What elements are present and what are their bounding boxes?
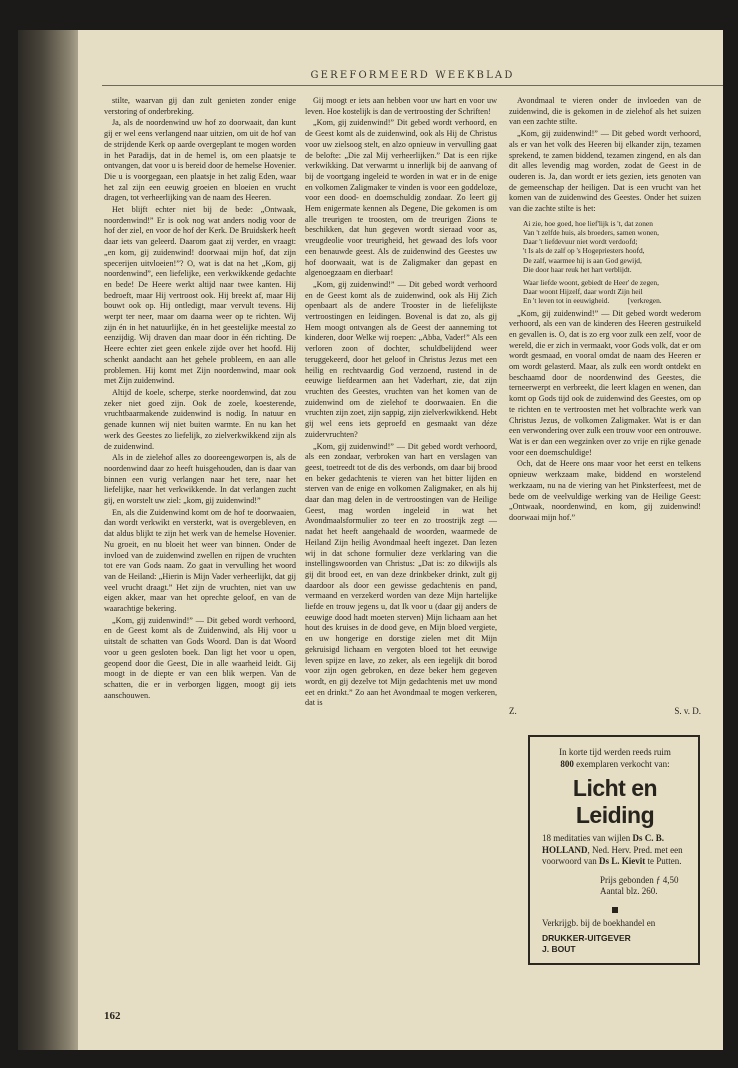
paragraph: „Kom, gij zuidenwind!” — Dit gebed wordt verhoord, als een zondaar, verbroken van hart en verslagen van geest, toetreedt tot de dis des verbonds, om daar bij brood en beker gedachtenis te vieren van het bitter lijden en sterven van de enige en volkomen Zaligmaker, en als hij daar dan mag delen in de vertroostingen van de Heilige Geest, mag worden ingeleid in wat het Avondmaalsformulier zo teer en zo troostrijk zegt — nadat het heeft aangehaald de woorden, waarmede de Heiland Zijn heilig Avondmaal heeft ingezet. Dan lezen wij in dat schone formulier deze verklaring van die instellingswoorden van Christus: „Dat is: zo dikwijls als gij dit brood eet, en van deze drinkbeker drinkt, zult gij daardoor als door een gewisse gedachtenis en pand, vermaand en verzekerd worden van deze Mijn hartelijke liefde en trouw jegens u, dat Ik voor u (daar gij anders de eeuwige dood hadt moeten sterven) Mijn lichaam aan het hout des kruises in de dood geve, en Mijn bloed vergiete, en uw hongerige en dorstige zielen met dit Mijn gekruisigd lichaam en vergoten bloed tot het eeuwige leven spijze en lave, zo zeker, als een iegelijk dit borod voor zijn ogen gebroken, en deze beker hem gegeven wordt, en gij dezelve tot Mijn gedachtenis met uw mond eet en drinkt.” Zo aan het Avondmaal te mogen verkeren, dat is: [305, 441, 497, 708]
ad-book-title: Licht en Leiding: [572, 775, 658, 828]
paragraph: „Kom, gij zuidenwind!” — Dit gebed wordt verhoord, en de Geest komt als de Zuidenwind, als Hij voor u uitstalt de schatten van Gods Woord. Dan is dat Woord voor u geen gesloten boek. Dan ligt het voor u open, geopend door die Geest, Die in alle waarheid leidt. Gij moogt in de diepte er van een blik werpen. Van de schatten, die er in verborgen liggen, moogt gij iets aanschouwen.: [104, 615, 296, 700]
ad-desc-1: 18 meditaties van wijlen: [542, 833, 631, 843]
poem-line: Ai zie, hoe goed, hoe lief'lijk is 't, dat zonen: [523, 218, 653, 228]
paragraph: „Kom, gij zuidenwind!” — Dit gebed wordt verhoord, als er van het volk des Heeren bij elkander zijn, tezamen sprekend, te zamen biddend, tezamen zingend, en als dan dit alles levendig mag worden, zodat de Geest in de ouderen is. Ja, dan wordt er iets gezien, iets genoten van de gemeenschap der heiligen. Dat is een vrucht van het komen van de zuidenwind des Geestes. Onder het suizen van die zachte stilte is het:: [509, 129, 701, 214]
ad-availability: Verkrijgb. bij de boekhandel en: [542, 917, 656, 928]
psalm-quote: [523, 219, 701, 306]
ad-pages: Aantal blz. 260.: [600, 886, 658, 896]
paragraph: „Kom, gij zuidenwind!” — Dit gebed wordt wederom verhoord, als een van de kinderen des Heeren gestruikeld en gevallen is. O, dat is zo erg voor zulk een zelf, voor de wereld, die er zich in vermaakt, voor Gods volk, dat er om wordt gesmaad, en vooral omdat de naam des Heeren er om wordt gelasterd. Maar, als zulk een wordt ontdekt en beschaamd door de noordenwind des Geestes, die terneerwerpt en verbreekt, die leert klagen en wenen, dan komt op Gods tijd ook de zuidenwind des Geestes, om op te richten en te vertroosten met het volbrachte werk van Christus Jezus, de volkomen Zaligmaker. Wat is er dan een verwondering over zulk een trouw voor een ontrouwe. Wat is er dan een wegzinken over zo vrije en rijke genade voor een doemschuldige!: [509, 308, 701, 457]
header-rule: [102, 85, 723, 86]
paragraph: Als in de zielehof alles zo dooreengeworpen is, als de noordenwind daar zo heeft huisgehouden, dan is daar van binnen een vurig verlangen naar het tere, naar het liefelijke, naar het verkwikkende. In dat verlangen zucht gij, en worstelt uw ziel: „kom, gij zuidenwind!”: [104, 453, 296, 506]
ad-desc-3: te Putten.: [645, 856, 682, 866]
poem-line: Daar woont Hijzelf, daar wordt Zijn heil: [523, 287, 643, 297]
paragraph: Och, dat de Heere ons maar voor het eerst en telkens opnieuw werkzaam make, biddend en worstelend werkzaam, nu na de viering van het Pinksterfeest, met de bede om de veelvuldige werking van de Heilige Geest: „Ontwaak, noordenwind, en kom, gij zuidenwind! doorwaai mijn hof.”: [509, 459, 701, 522]
magazine-page: [78, 30, 723, 1050]
column-3: [509, 96, 701, 701]
poem-line: En 't leven tot in eeuwigheid. [verkregen.: [523, 296, 662, 306]
ad-price: Prijs gebonden ƒ 4,50: [600, 874, 679, 885]
ad-publisher-line-2: J. BOUT: [542, 944, 576, 954]
ad-price-block: [600, 875, 688, 898]
ad-desc-2: , Ned. Herv. Pred. met een voorwoord van: [542, 844, 683, 866]
ad-foreword-author: Ds L. Kievit: [599, 856, 646, 866]
paragraph: En, als die Zuidenwind komt om de hof te doorwaaien, dan wordt verkwikt en versterkt, wat is overgebleven, en dat aldus blijkt te zijn het werk van de hemelse Hovenier. Nu groeit, en nu bloeit het weer van binnen. Onder de invloed van de zuidenwind zwellen en rijpen de vruchten tot ere van Gods naam. Zo gaat in vervulling het woord van de Heiland: „Hierin is Mijn Vader verheerlijkt, dat gij veel vrucht draagt.” Het zijn de vruchten, niet van uw eigen akker, maar van het oprechte geloof, en van de waarachtige bekering.: [104, 507, 296, 614]
poem-line: Waar liefde woont, gebiedt de Heer' de zegen,: [523, 277, 659, 287]
paragraph: Altijd de koele, scherpe, sterke noordenwind, dat zou zeker niet goed zijn. Ook de zoele, koesterende, vruchtbaarmakende zuidenwind is nodig. In natuur en genade kunnen wij niet buiten warmte. En nu kan het werk des Geestes zo liefelijk, zo zielverkwikkend zijn als de zuidenwind.: [104, 387, 296, 451]
column-1: [104, 96, 296, 1006]
paragraph: „Kom, gij zuidenwind!” Dit gebed wordt verhoord, en de Geest komt als de zuidenwind, ook als Hij de Christus voor uw zielsoog stelt, en alzo opnieuw in vervulling gaat de belofte: „Die zal Mij verheerlijken.” Dat is een rijke verkwikking. Dat verwarmt u innerlijk bij de aanvang of bij de voortgang ingeleid te worden in wat er in de enige en volkomen Zaligmaker te vinden is voor een goddeloze, voor een dood- en doemschuldig zondaar. Zo leert gij Hem enigermate kennen als Degene, Die gekomen is om alle treurigen te troosten, om de treurigen Zions te beschikken, dat hun gegeven wordt sieraad voor as, vreugdeolie voor treurigheid, het gewaad des lofs voor een benauwde geest. Als de zuidenwind des Geestes uw hof doorwaait, wat is de Zaligmaker dan gepast en algenoegzaam en dierbaar!: [305, 118, 497, 278]
column-2: [305, 96, 497, 1006]
ad-publisher: [542, 933, 688, 955]
poem-line: De zalf, waarmee hij is aan God gewijd,: [523, 255, 642, 265]
ad-intro: [542, 747, 688, 770]
paragraph: Ja, als de noordenwind uw hof zo doorwaait, dan kunt gij er wel eens verlangend naar uitzien, om uit de hof van de strijdende Kerk op aarde overgeplant te mogen worden in het Paradijs, dat in de hemel is, om een plaatsje te ontvangen, dat voor u is bereid door de hemelse Hovenier. Die u is voorgegaan, een plaatsje in het zalig Eden, waar het zal zijn een eeuwig groeien en bloeien en vrucht dragen, tot verheerlijking van de naam des Heeren.: [104, 118, 296, 203]
scanned-page: [18, 30, 723, 1050]
paragraph: Gij moogt er iets aan hebben voor uw hart en voor uw leven. Hoe kostelijk is dan de vertroosting der Schriften!: [305, 96, 497, 116]
poem-line: Van 't zelfde huis, als broeders, samen wonen,: [523, 227, 659, 237]
paragraph: Het blijft echter niet bij de bede: „Ontwaak, noordenwind!” Er is ook nog wat anders nodig voor de hof der ziel, en voor de hof der Kerk. De Bruidskerk heeft daar iets van geleerd. Daarom gaat zij verder, en vraagt: „en kom, gij zuidenwind! doorwaai mijn hof, dat zijn specerijen uitvloeien!”? O, wat is dat na het „Kom, gij noordenwind”, een liefelijke, een verkwikkende gedachte en bede! De Heere werkt altijd naar twee kanten. Hij bedroeft, maar Hij vertroost ook. Hij breekt af, maar Hij bouwt ook op. Hij ontledigt, maar vervult tevens. Hij werpt ter neer, maar om daarna weer op te richten. Wij zijn én in het natuurlijke, én in het geestelijke meestal zo eenzijdig. Wij draven dan maar door in één richting. De Heere echter ziet geen enkele zijde over het hoofd. Hij schenkt aandacht aan het gehele probleem, en aan alle problemen. Hij komt met Zijn noordenwind, maar ook met Zijn zuidenwind.: [104, 205, 296, 386]
signature-right: S. v. D.: [674, 706, 701, 716]
ad-intro-rest: exemplaren verkocht van:: [576, 758, 670, 769]
signature-left: Z.: [509, 706, 517, 716]
ad-publisher-line-1: DRUKKER-UITGEVER: [542, 933, 631, 943]
ad-count: 800: [560, 758, 574, 769]
poem-line: Die door haar reuk het hart verblijdt.: [523, 264, 632, 274]
paragraph: stilte, waarvan gij dan zult genieten zonder enige verstoring of onderbreking.: [104, 96, 296, 116]
ad-author: Ds C. B. HOLLAND: [542, 833, 664, 855]
ad-description: [542, 833, 688, 868]
poem-line: Daar 't liefdevuur niet wordt verdoofd;: [523, 237, 638, 247]
page-number: 162: [104, 1010, 121, 1022]
paragraph: Avondmaal te vieren onder de invloeden van de zuidenwind, die is gekomen in de zielehof als het suizen van een zachte stilte.: [509, 96, 701, 127]
signature-line: [509, 706, 701, 716]
running-header: GEREFORMEERD WEEKBLAD: [310, 70, 515, 81]
book-advertisement: [528, 735, 700, 965]
poem-line: 't Is als de zalf op 's Hogepriesters hoofd,: [523, 246, 645, 256]
ad-intro-text: In korte tijd werden reeds ruim: [559, 747, 671, 757]
ad-separator-square: [612, 907, 618, 913]
paragraph: „Kom, gij zuidenwind!” — Dit gebed wordt verhoord en de Geest komt als de zuidenwind, ook als Hij Zich openbaart als de andere Trooster in de liefelijkste vertroostingen en leidingen. Bovenal is dat zo, als gij Hem moogt ontvangen als de Geest der aanneming tot kinderen, door Welke wij roepen: „Abba, Vader!” Als een verloren zoon of dochter, schuldbelijdend weer teruggekeerd, door het geloof in Christus Jezus met een heilig en rechtvaardig God verzoend, rustend in de eeuwige liefdearmen aan het Vaderhart, zie, dat zijn vruchten des Geestes, vruchten van het komen van de zuidenwind om de zielehof te doorwaaien. En die vruchten zijn zoet, zijn sappig, zijn zielverkwikkend. Hebt gij wel eens iets geproefd en gesmaakt van déze zuidervruchten?: [305, 279, 497, 439]
book-binding-shadow: [18, 30, 86, 1050]
